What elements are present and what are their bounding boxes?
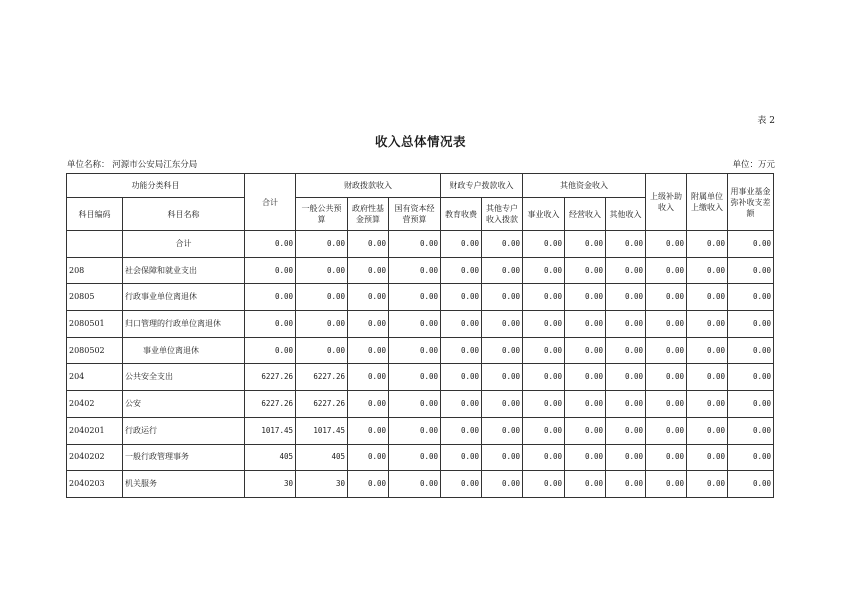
header-other-funds: 其他资金收入: [523, 174, 646, 198]
table-row: [67, 284, 774, 311]
row-value: 0.00: [687, 337, 728, 364]
row-value: 0.00: [441, 417, 482, 444]
row-value: 0.00: [523, 471, 565, 498]
row-value: 0.00: [606, 311, 646, 338]
income-table: [66, 173, 774, 498]
row-value: 0.00: [348, 471, 389, 498]
row-value: 0.00: [296, 257, 348, 284]
table-row: [67, 391, 774, 418]
row-value: 0.00: [565, 231, 606, 258]
row-value: 0.00: [565, 257, 606, 284]
row-value: 0.00: [389, 364, 441, 391]
unit-name: 单位名称： 河源市公安局江东分局: [67, 160, 198, 170]
header-affiliated: 附属单位上缴收入: [687, 174, 728, 231]
row-value: 0.00: [523, 231, 565, 258]
row-name: 归口管理的行政单位离退休: [123, 311, 245, 338]
row-value: 0.00: [687, 417, 728, 444]
row-value: 0.00: [523, 364, 565, 391]
row-value: 0.00: [728, 417, 774, 444]
row-value: 0.00: [348, 231, 389, 258]
table-row: [67, 311, 774, 338]
row-value: 6227.26: [245, 364, 296, 391]
table-row: [67, 417, 774, 444]
row-value: 0.00: [646, 311, 687, 338]
row-value: 6227.26: [296, 364, 348, 391]
row-value: 30: [245, 471, 296, 498]
row-value: 0.00: [565, 417, 606, 444]
row-value: 0.00: [441, 444, 482, 471]
row-value: 0.00: [523, 257, 565, 284]
header-name: 科目名称: [123, 198, 245, 231]
header-special-other: 其他专户收入拨款: [482, 198, 523, 231]
table-number: 表 2: [757, 116, 775, 126]
header-special-edu: 教育收费: [441, 198, 482, 231]
row-value: 0.00: [482, 231, 523, 258]
row-value: 0.00: [441, 391, 482, 418]
row-value: 0.00: [646, 257, 687, 284]
row-value: 0.00: [482, 257, 523, 284]
row-name: 合计: [123, 231, 245, 258]
row-value: 0.00: [728, 364, 774, 391]
row-value: 0.00: [523, 444, 565, 471]
row-code: 208: [67, 257, 123, 284]
row-value: 0.00: [606, 337, 646, 364]
row-value: 0.00: [606, 231, 646, 258]
row-value: 0.00: [687, 444, 728, 471]
row-code: 2040202: [67, 444, 123, 471]
row-value: 0.00: [523, 284, 565, 311]
row-value: 0.00: [565, 471, 606, 498]
row-value: 0.00: [565, 284, 606, 311]
row-name: 公安: [123, 391, 245, 418]
row-value: 0.00: [728, 444, 774, 471]
row-value: 0.00: [389, 284, 441, 311]
row-value: 0.00: [523, 311, 565, 338]
header-other-other: 其他收入: [606, 198, 646, 231]
row-value: 0.00: [606, 284, 646, 311]
row-value: 405: [296, 444, 348, 471]
row-value: 0.00: [348, 391, 389, 418]
row-name: 事业单位离退休: [123, 337, 245, 364]
row-value: 0.00: [646, 417, 687, 444]
row-value: 0.00: [389, 231, 441, 258]
row-value: 0.00: [245, 257, 296, 284]
row-code: 2040201: [67, 417, 123, 444]
row-value: 0.00: [389, 444, 441, 471]
row-value: 0.00: [389, 337, 441, 364]
row-value: 0.00: [245, 284, 296, 311]
header-fiscal-general: 一般公共预算: [296, 198, 348, 231]
header-other-operation: 经营收入: [565, 198, 606, 231]
row-code: 20402: [67, 391, 123, 418]
row-value: 0.00: [728, 284, 774, 311]
row-value: 405: [245, 444, 296, 471]
row-value: 0.00: [687, 391, 728, 418]
row-value: 0.00: [606, 471, 646, 498]
row-value: 1017.45: [245, 417, 296, 444]
row-value: 0.00: [687, 311, 728, 338]
row-value: 0.00: [728, 337, 774, 364]
row-value: 0.00: [245, 231, 296, 258]
row-value: 0.00: [441, 231, 482, 258]
row-code: 20805: [67, 284, 123, 311]
header-special: 财政专户拨款收入: [441, 174, 523, 198]
row-value: 0.00: [606, 257, 646, 284]
row-value: 0.00: [606, 364, 646, 391]
row-value: 0.00: [646, 337, 687, 364]
row-value: 0.00: [687, 471, 728, 498]
row-name: 行政运行: [123, 417, 245, 444]
row-value: 0.00: [482, 444, 523, 471]
row-value: 0.00: [482, 284, 523, 311]
row-value: 0.00: [565, 444, 606, 471]
row-value: 0.00: [348, 284, 389, 311]
row-value: 1017.45: [296, 417, 348, 444]
row-value: 0.00: [646, 391, 687, 418]
row-code: 204: [67, 364, 123, 391]
header-total: 合计: [245, 174, 296, 231]
row-value: 0.00: [296, 231, 348, 258]
row-value: 0.00: [441, 337, 482, 364]
table-row: [67, 337, 774, 364]
row-code: 2080502: [67, 337, 123, 364]
row-value: 0.00: [565, 311, 606, 338]
row-value: 0.00: [646, 471, 687, 498]
money-unit: 单位：万元: [732, 160, 775, 170]
header-code: 科目编码: [67, 198, 123, 231]
row-value: 0.00: [728, 311, 774, 338]
header-function-category: 功能分类科目: [67, 174, 245, 198]
table-row: [67, 444, 774, 471]
table-row: [67, 257, 774, 284]
row-value: 0.00: [441, 311, 482, 338]
row-value: 0.00: [482, 311, 523, 338]
table-row: [67, 231, 774, 258]
row-name: 行政事业单位离退休: [123, 284, 245, 311]
row-value: 0.00: [606, 417, 646, 444]
row-value: 0.00: [646, 231, 687, 258]
row-value: 0.00: [523, 337, 565, 364]
row-value: 0.00: [482, 364, 523, 391]
row-value: 6227.26: [296, 391, 348, 418]
row-value: 0.00: [646, 364, 687, 391]
row-code: 2080501: [67, 311, 123, 338]
row-value: 0.00: [687, 257, 728, 284]
row-name: 一般行政管理事务: [123, 444, 245, 471]
row-value: 0.00: [565, 364, 606, 391]
row-value: 0.00: [565, 337, 606, 364]
row-value: 0.00: [441, 284, 482, 311]
row-value: 0.00: [523, 417, 565, 444]
row-name: 机关服务: [123, 471, 245, 498]
row-value: 0.00: [728, 391, 774, 418]
header-superior-subsidy: 上级补助收入: [646, 174, 687, 231]
row-value: 0.00: [482, 417, 523, 444]
row-value: 0.00: [482, 391, 523, 418]
row-value: 0.00: [523, 391, 565, 418]
row-value: 0.00: [441, 471, 482, 498]
header-fund-balance: 用事业基金弥补收支差额: [728, 174, 774, 231]
row-value: 0.00: [441, 364, 482, 391]
row-value: 0.00: [646, 444, 687, 471]
row-value: 0.00: [482, 337, 523, 364]
row-code: [67, 231, 123, 258]
row-value: 0.00: [646, 284, 687, 311]
row-value: 0.00: [728, 257, 774, 284]
header-fiscal: 财政拨款收入: [296, 174, 441, 198]
row-value: 0.00: [348, 444, 389, 471]
row-value: 0.00: [389, 311, 441, 338]
row-value: 0.00: [389, 391, 441, 418]
row-value: 0.00: [728, 471, 774, 498]
table-row: [67, 364, 774, 391]
row-value: 6227.26: [245, 391, 296, 418]
row-value: 0.00: [728, 231, 774, 258]
row-value: 0.00: [348, 417, 389, 444]
row-value: 0.00: [389, 471, 441, 498]
row-value: 0.00: [565, 391, 606, 418]
row-value: 0.00: [687, 284, 728, 311]
row-value: 30: [296, 471, 348, 498]
header-other-business: 事业收入: [523, 198, 565, 231]
header-fiscal-fund: 政府性基金预算: [348, 198, 389, 231]
row-value: 0.00: [245, 337, 296, 364]
page-title: 收入总体情况表: [374, 134, 466, 149]
row-value: 0.00: [389, 257, 441, 284]
header-fiscal-state-capital: 国有资本经营预算: [389, 198, 441, 231]
row-value: 0.00: [482, 471, 523, 498]
row-name: 社会保障和就业支出: [123, 257, 245, 284]
row-value: 0.00: [296, 311, 348, 338]
row-value: 0.00: [687, 231, 728, 258]
row-value: 0.00: [348, 337, 389, 364]
row-value: 0.00: [296, 337, 348, 364]
row-value: 0.00: [348, 364, 389, 391]
row-value: 0.00: [245, 311, 296, 338]
row-value: 0.00: [348, 311, 389, 338]
row-value: 0.00: [606, 391, 646, 418]
row-code: 2040203: [67, 471, 123, 498]
row-name: 公共安全支出: [123, 364, 245, 391]
row-value: 0.00: [296, 284, 348, 311]
table-row: [67, 471, 774, 498]
row-value: 0.00: [606, 444, 646, 471]
row-value: 0.00: [389, 417, 441, 444]
row-value: 0.00: [687, 364, 728, 391]
row-value: 0.00: [348, 257, 389, 284]
row-value: 0.00: [441, 257, 482, 284]
